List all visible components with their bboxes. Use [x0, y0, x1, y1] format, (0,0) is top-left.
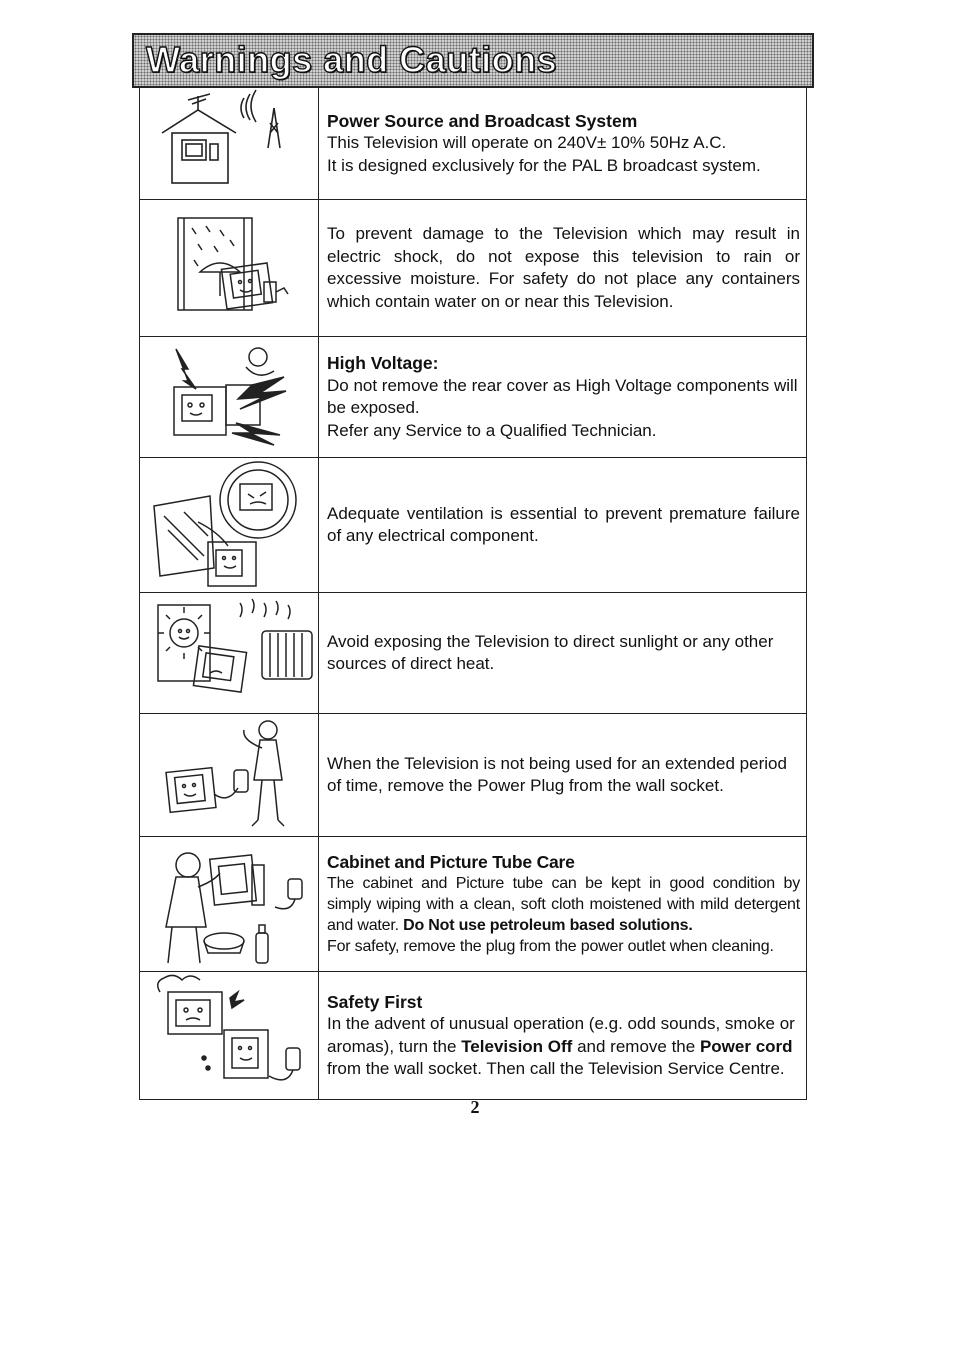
text-line: The cabinet and Picture tube can be kept in good condition by simply wiping with a clean, soft cloth moistened with mild detergent and water. [327, 874, 800, 934]
text-line: For safety, remove the plug from the power outlet when cleaning. [327, 937, 774, 955]
illustration-cell [140, 458, 319, 592]
text-line: Refer any Service to a Qualified Technician. [327, 420, 657, 440]
smoking-tv-icon [140, 972, 318, 1099]
text-line: To prevent damage to the Television which may result in electric shock, do not expose this television to rain or excessive moisture. For safety do not place any containers which contain water on or near this Television. [327, 224, 800, 311]
warning-text [319, 593, 807, 713]
sun-heater-icon [140, 593, 318, 713]
cleaning-icon [140, 837, 318, 971]
illustration-cell [140, 88, 319, 199]
text-line: Do not remove the rear cover as High Voltage components will be exposed. [327, 375, 798, 417]
illustration-cell [140, 714, 319, 836]
text-line: It is designed exclusively for the PAL B broadcast system. [327, 155, 761, 175]
illustration-cell [140, 200, 319, 336]
warning-row-sunlight [140, 593, 807, 714]
warning-row-cabinet-care [140, 837, 807, 972]
section-heading: High Voltage: [327, 353, 439, 373]
title-banner [132, 33, 814, 88]
warning-text [319, 972, 807, 1099]
text-paragraph [327, 1013, 800, 1081]
high-voltage-icon [140, 337, 318, 457]
unplug-icon [140, 714, 318, 836]
text-line: When the Television is not being used for an extended period of time, remove the Power Plug from the wall socket. [327, 753, 787, 795]
section-heading: Cabinet and Picture Tube Care [327, 851, 575, 872]
warning-text [319, 200, 807, 336]
illustration-cell [140, 337, 319, 457]
warnings-table [139, 88, 807, 1100]
text-segment: In the advent of unusual operation (e.g. odd sounds, smoke or aromas), turn the [327, 1014, 795, 1056]
illustration-cell [140, 972, 319, 1099]
section-heading: Power Source and Broadcast System [327, 110, 638, 131]
page-number: 2 [470, 1097, 480, 1117]
warning-row-high-voltage [140, 337, 807, 458]
warning-row-ventilation [140, 458, 807, 593]
text-line: This Television will operate on 240V± 10% 50Hz A.C. [327, 133, 727, 153]
text-segment: from the wall socket. Then call the Television Service Centre. [327, 1059, 785, 1078]
warning-row-unplug [140, 714, 807, 837]
warning-text [319, 837, 807, 971]
warning-text [319, 714, 807, 836]
bold-text: Power cord [699, 1036, 793, 1056]
warning-row-moisture [140, 200, 807, 337]
ventilation-icon [140, 458, 318, 592]
page-title: Warnings and Cautions [146, 39, 558, 80]
warning-row-safety-first [140, 972, 807, 1100]
text-segment: and remove the [577, 1036, 696, 1056]
text-line: Adequate ventilation is essential to prevent premature failure of any electrical component. [327, 503, 800, 545]
illustration-cell [140, 593, 319, 713]
section-heading: Safety First [327, 991, 423, 1012]
warning-text [319, 458, 807, 592]
warning-text [319, 337, 807, 457]
illustration-cell [140, 837, 319, 971]
warning-text [319, 88, 807, 199]
warning-row-power [140, 88, 807, 200]
text-paragraph [327, 873, 800, 936]
tv-antenna-house-icon [140, 88, 318, 199]
bold-warning: Do Not use petroleum based solutions. [403, 916, 693, 934]
tv-rain-icon [140, 200, 318, 336]
text-line: Avoid exposing the Television to direct sunlight or any other sources of direct heat. [327, 631, 774, 673]
bold-text: Television Off [461, 1036, 573, 1056]
